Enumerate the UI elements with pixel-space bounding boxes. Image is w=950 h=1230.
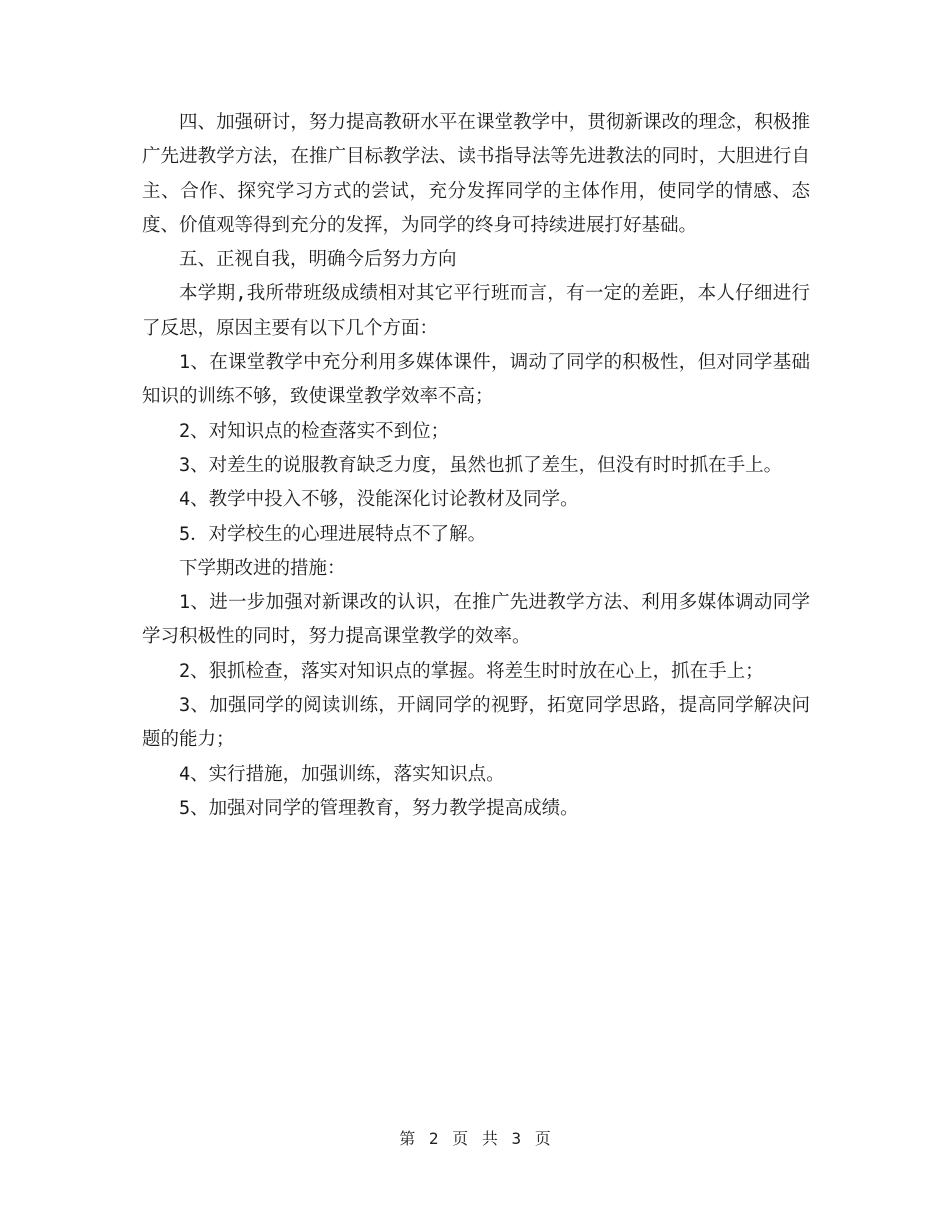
paragraph-measure-1: 1、进一步加强对新课改的认识，在推广先进教学方法、利用多媒体调动同学学习积极性的同时，努力提高课堂教学的效率。 xyxy=(142,592,810,648)
paragraph-reason-2: 2、对知识点的检查落实不到位； xyxy=(179,420,450,442)
paragraph-semester-reflection: 本学期,我所带班级成绩相对其它平行班而言，有一定的差距，本人仔细进行了反思，原因主要有以下几个方面： xyxy=(142,283,810,339)
paragraph-reason-1: 1、在课堂教学中充分利用多媒体课件，调动了同学的积极性，但对同学基础知识的训练不够，致使课堂教学效率不高； xyxy=(142,352,810,408)
page-number-footer: 第 2 页 共 3 页 xyxy=(399,1129,551,1148)
paragraph-reason-5: 5．对学校生的心理进展特点不了解。 xyxy=(179,523,487,545)
document-body xyxy=(142,106,810,826)
paragraph-measure-2: 2、狠抓检查，落实对知识点的掌握。将差生时时放在心上，抓在手上； xyxy=(179,660,764,682)
paragraph-research: 四、加强研讨，努力提高教研水平在课堂教学中，贯彻新课改的理念，积极推广先进教学方法，在推广目标教学法、读书指导法等先进教法的同时，大胆进行自主、合作、探究学习方式的尝试，充分发挥同学的主体作用，使同学的情感、态度、价值观等得到充分的发挥，为同学的终身可持续进展打好基础。 xyxy=(142,112,810,236)
paragraph-reason-4: 4、教学中投入不够，没能深化讨论教材及同学。 xyxy=(179,489,579,511)
paragraph-heading-self-review: 五、正视自我，明确今后努力方向 xyxy=(179,249,457,271)
paragraph-reason-3: 3、对差生的说服教育缺乏力度，虽然也抓了差生，但没有时时抓在手上。 xyxy=(179,454,783,476)
paragraph-measure-5: 5、加强对同学的管理教育，努力教学提高成绩。 xyxy=(179,797,579,819)
paragraph-heading-improvements: 下学期改进的措施： xyxy=(179,557,346,579)
paragraph-measure-4: 4、实行措施，加强训练，落实知识点。 xyxy=(179,763,505,785)
paragraph-measure-3: 3、加强同学的阅读训练，开阔同学的视野，拓宽同学思路，提高同学解决问题的能力； xyxy=(142,695,810,751)
